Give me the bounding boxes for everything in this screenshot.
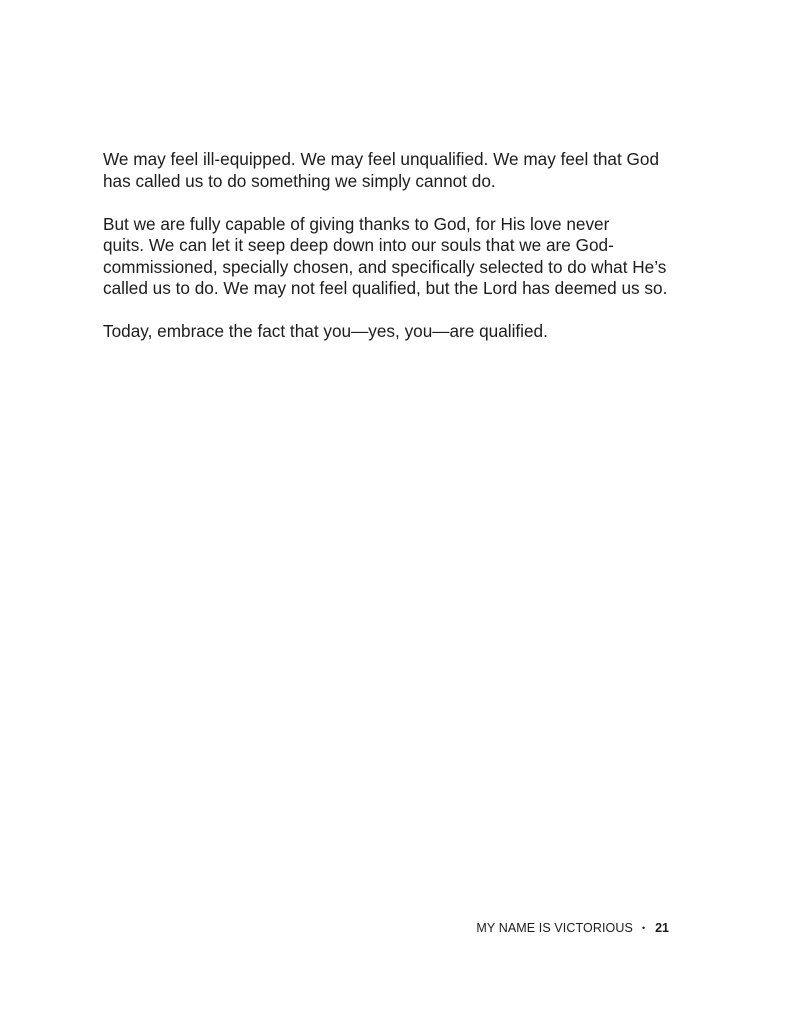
footer-separator: • <box>641 923 646 933</box>
text-line: commissioned, specially chosen, and specifically selected to do what He’s <box>103 256 667 277</box>
body-text <box>103 149 683 364</box>
text-line: Today, embrace the fact that you—yes, you—are qualified. <box>103 321 548 341</box>
text-line: But we are fully capable of giving thanks to God, for His love never <box>103 213 610 234</box>
running-title: MY NAME IS VICTORIOUS <box>476 921 633 935</box>
page-number: 21 <box>655 921 669 935</box>
paragraph-2 <box>103 214 683 300</box>
text-line: We may feel ill-equipped. We may feel unqualified. We may feel that God <box>103 149 660 169</box>
text-line: has called us to do something we simply cannot do. <box>103 170 496 191</box>
text-line: called us to do. We may not feel qualified, but the Lord has deemed us so. <box>103 278 668 298</box>
page-footer <box>440 919 669 937</box>
paragraph-3 <box>103 321 683 343</box>
paragraph-1 <box>103 149 683 192</box>
text-line: quits. We can let it seep deep down into our souls that we are God- <box>103 235 614 255</box>
